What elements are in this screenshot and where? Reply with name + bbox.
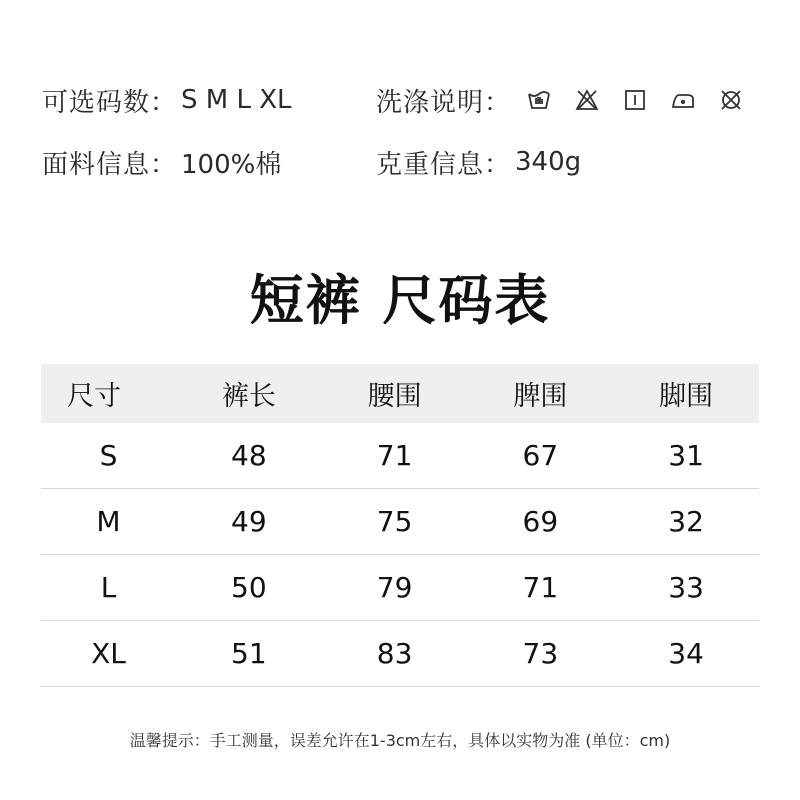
do-not-dry-clean-icon — [719, 88, 743, 112]
available-sizes-label: 可选码数： — [42, 87, 178, 118]
header-waist: 腰围 — [322, 364, 468, 423]
header-leg-opening: 脚围 — [613, 364, 759, 423]
available-sizes-value: S M L XL — [181, 85, 292, 115]
available-sizes — [42, 80, 292, 120]
size-table — [41, 364, 759, 687]
header-hip: 脾围 — [468, 364, 614, 423]
table-header-row — [41, 364, 759, 423]
leg-opening-cell: 31 — [613, 423, 759, 489]
hand-wash-icon — [527, 88, 551, 112]
size-cell: S — [41, 423, 176, 489]
leg-opening-cell: 34 — [613, 621, 759, 687]
fabric-info — [42, 142, 281, 182]
leg-opening-cell: 33 — [613, 555, 759, 621]
length-cell: 48 — [176, 423, 322, 489]
measurement-note: 温馨提示：手工测量，误差允许在1-3cm左右，具体以实物为准 (单位：cm) — [129, 731, 671, 750]
size-chart-title: 短裤 尺码表 — [249, 269, 551, 332]
hip-cell: 67 — [468, 423, 614, 489]
tumble-dry-icon — [623, 88, 647, 112]
washing-instructions-label: 洗涤说明： — [376, 87, 512, 118]
table-row — [41, 489, 759, 555]
size-cell: M — [41, 489, 176, 555]
size-cell: L — [41, 555, 176, 621]
hip-cell: 69 — [468, 489, 614, 555]
weight-info-value: 340g — [515, 147, 582, 177]
table-row — [41, 621, 759, 687]
fabric-info-label: 面料信息： — [42, 149, 178, 180]
length-cell: 49 — [176, 489, 322, 555]
length-cell: 50 — [176, 555, 322, 621]
leg-opening-cell: 32 — [613, 489, 759, 555]
hip-cell: 73 — [468, 621, 614, 687]
hip-cell: 71 — [468, 555, 614, 621]
waist-cell: 71 — [322, 423, 468, 489]
weight-info-label: 克重信息： — [376, 149, 512, 180]
fabric-info-value: 100%棉 — [181, 149, 282, 180]
length-cell: 51 — [176, 621, 322, 687]
care-icons — [527, 88, 743, 112]
waist-cell: 75 — [322, 489, 468, 555]
header-size: 尺寸 — [41, 364, 176, 423]
washing-instructions — [376, 80, 743, 120]
header-length: 裤长 — [176, 364, 322, 423]
weight-info — [376, 142, 581, 182]
iron-icon — [671, 88, 695, 112]
waist-cell: 83 — [322, 621, 468, 687]
table-row — [41, 555, 759, 621]
do-not-bleach-icon — [575, 88, 599, 112]
size-cell: XL — [41, 621, 176, 687]
table-row — [41, 423, 759, 489]
waist-cell: 79 — [322, 555, 468, 621]
